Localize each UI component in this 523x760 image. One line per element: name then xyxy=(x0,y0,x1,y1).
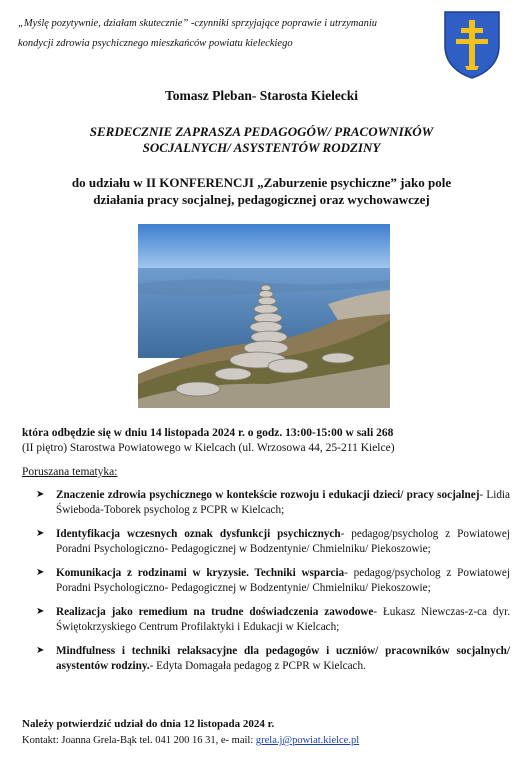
invitation-line-2: SOCJALNYCH/ ASYSTENTÓW RODZINY xyxy=(142,140,381,155)
arrow-bullet-icon: ➤ xyxy=(36,645,45,656)
topics-label: Poruszana tematyka: xyxy=(22,466,118,478)
list-item xyxy=(36,527,510,556)
poster-header xyxy=(18,14,418,54)
list-item xyxy=(36,488,510,517)
topic-speaker: - pedagog/psycholog z Powiatowej Poradni Psychologiczno- Pedagogicznej w Bodzentynie/ Chmielniku/ Piekoszowie; xyxy=(56,528,510,555)
header-line-1: „Myślę pozytywnie, działam skutecznie” -czynniki sprzyjające poprawie i utrzymaniu xyxy=(18,18,377,29)
invitation-line-1: SERDECZNIE ZAPRASZA PEDAGOGÓW/ PRACOWNIKÓW xyxy=(89,124,434,139)
invitation-heading xyxy=(0,124,523,156)
confirm-deadline: Należy potwierdzić udział do dnia 12 listopada 2024 r. xyxy=(22,718,275,730)
stone-cairn-photo xyxy=(138,224,390,408)
event-when: która odbędzie się w dniu 14 listopada 2024 r. o godz. 13:00-15:00 w sali 268 xyxy=(22,427,394,439)
topic-title: Realizacja jako remedium na trudne doświadczenia zawodowe xyxy=(56,606,374,618)
topic-speaker: - Lidia Świeboda-Toborek psycholog z PCPR w Kielcach; xyxy=(56,489,510,516)
organizer-title: Tomasz Pleban- Starosta Kielecki xyxy=(164,88,359,103)
topics-list xyxy=(36,488,510,683)
arrow-bullet-icon: ➤ xyxy=(36,567,45,578)
event-where: (II piętro) Starostwa Powiatowego w Kielcach (ul. Wrzosowa 44, 25-211 Kielce) xyxy=(22,442,395,454)
contact-text: Kontakt: Joanna Grela-Bąk tel. 041 200 16 31, e- mail: xyxy=(22,735,256,746)
list-item xyxy=(36,566,510,595)
contact-email-link[interactable]: grela.j@powiat.kielce.pl xyxy=(255,735,360,746)
arrow-bullet-icon: ➤ xyxy=(36,528,45,539)
header-line-2: kondycji zdrowia psychicznego mieszkańców powiatu kieleckiego xyxy=(18,38,293,49)
contact-line xyxy=(22,735,359,746)
topic-title: Identyfikacja wczesnych oznak dysfunkcji psychicznych xyxy=(56,528,341,540)
topic-title: Znaczenie zdrowia psychicznego w kontekście rozwoju i edukacji dzieci/ pracy socjalnej xyxy=(56,489,480,501)
arrow-bullet-icon: ➤ xyxy=(36,606,45,617)
topic-title: Mindfulness i techniki relaksacyjne dla pedagogów i uczniów/ pracowników socjalnych/ asystentów rodziny. xyxy=(56,645,510,672)
conference-line-1: do udziału w II KONFERENCJI „Zaburzenie psychiczne” jako pole xyxy=(71,175,452,190)
arrow-bullet-icon: ➤ xyxy=(36,489,45,500)
topic-speaker: - Edyta Domagała pedagog z PCPR w Kielcach. xyxy=(149,659,366,672)
topic-speaker: - Łukasz Niewczas-z-ca dyr. Świętokrzyskiego Centrum Profilaktyki i Edukacji w Kielcach; xyxy=(56,606,510,633)
list-item xyxy=(36,644,510,673)
event-details xyxy=(22,426,512,456)
list-item xyxy=(36,605,510,634)
topic-title: Komunikacja z rodzinami w kryzysie. Techniki wsparcia xyxy=(56,567,345,579)
double-cross-crest-icon xyxy=(441,8,503,80)
topic-speaker: - pedagog/psycholog z Powiatowej Poradni Psychologiczno- Pedagogicznej w Bodzentynie/ Chmielniku/ Piekoszowie; xyxy=(56,567,510,594)
conference-title xyxy=(0,174,523,208)
conference-line-2: działania pracy socjalnej, pedagogicznej oraz wychowawczej xyxy=(93,192,430,207)
